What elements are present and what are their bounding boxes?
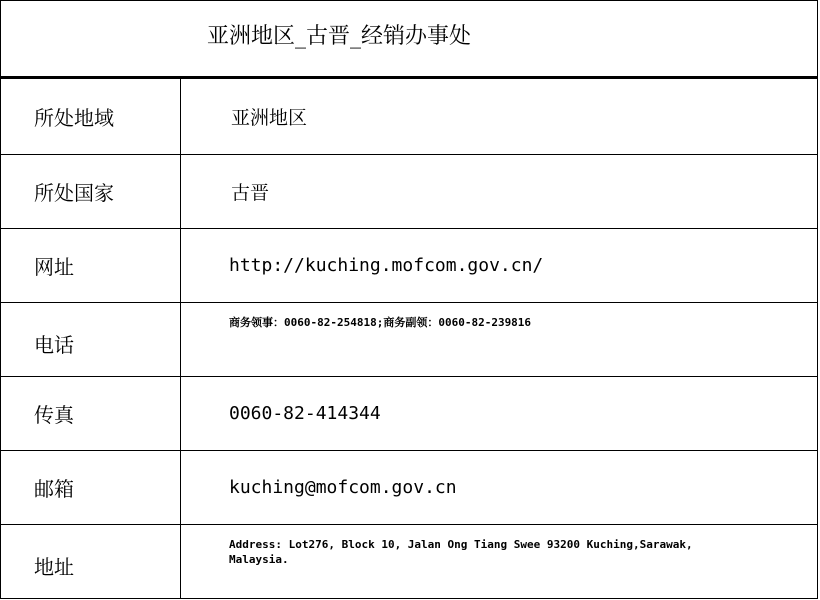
table-row-phone [1,303,818,377]
label-address: 地址 [1,525,181,599]
table-row-address [1,525,818,599]
title-row [0,0,818,78]
table-row-country [1,155,818,229]
info-table [0,78,818,599]
label-website: 网址 [1,229,181,303]
value-website[interactable]: http://kuching.mofcom.gov.cn/ [181,229,818,303]
label-email: 邮箱 [1,451,181,525]
value-address [181,525,818,599]
table-row-email [1,451,818,525]
label-region: 所处地域 [1,79,181,155]
value-phone: 商务领事：0060-82-254818;商务副领：0060-82-239816 [181,303,818,377]
table-row-region [1,79,818,155]
label-country: 所处国家 [1,155,181,229]
value-region: 亚洲地区 [181,79,818,155]
value-fax: 0060-82-414344 [181,377,818,451]
table-row-fax [1,377,818,451]
label-fax: 传真 [1,377,181,451]
value-country: 古晋 [181,155,818,229]
value-email[interactable]: kuching@mofcom.gov.cn [181,451,818,525]
address-text: Address: Lot276, Block 10, Jalan Ong Tiang Swee 93200 Kuching,Sarawak, Malaysia. [229,538,693,566]
label-phone: 电话 [1,303,181,377]
table-row-website [1,229,818,303]
page-title: 亚洲地区_古晋_经销办事处 [207,24,472,49]
